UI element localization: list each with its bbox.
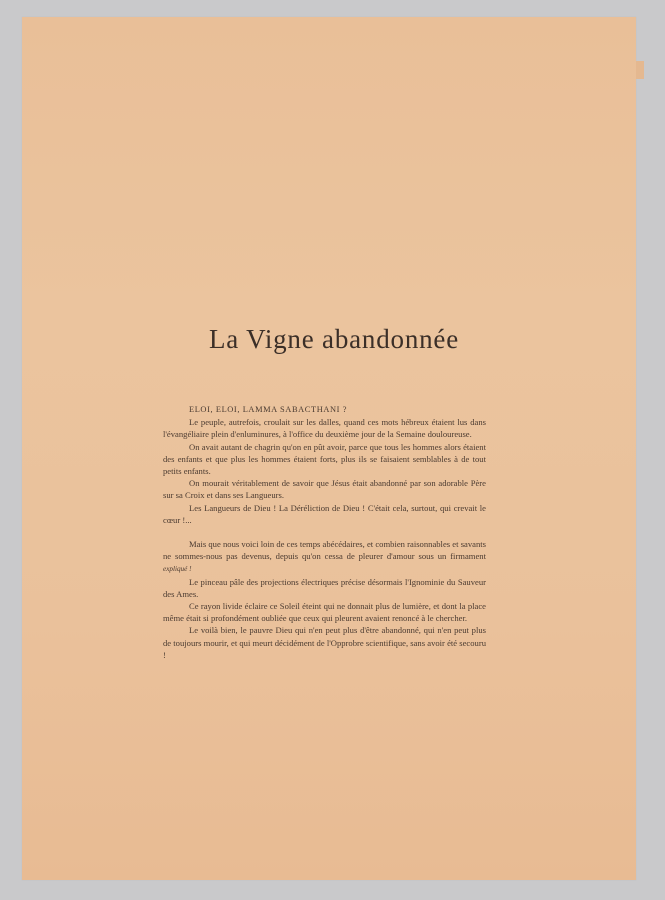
paragraph: Le peuple, autrefois, croulait sur les dalles, quand ces mots hébreux étaient lus dans l'évangéliaire plein d'enluminures, à l'office du deuxième jour de la Semaine douloureuse. [163,417,486,440]
body-text [163,404,486,661]
paragraph: On avait autant de chagrin qu'on en pût avoir, parce que tous les hommes alors étaient des enfants et que plus les hommes étaient forts, plus ils se faisaient semblables à de tout petits enfants. [163,441,486,477]
section-break [163,526,486,538]
paragraph: Le voilà bien, le pauvre Dieu qui n'en peut plus d'être abandonné, qui n'en peut plus de toujours mourir, et qui meurt décidément de l'Opprobre scientifique, sans avoir été secouru ! [163,625,486,660]
paragraph-text: Mais que nous voici loin de ces temps abécédaires, et combien raisonnables et savants ne sommes-nous pas devenus, depuis qu'on cessa de pleurer d'amour sous un firmament [163,539,486,562]
epigraph: ELOI, ELOI, LAMMA SABACTHANI ? [189,405,348,414]
page-title: La Vigne abandonnée [209,324,459,354]
paragraph [163,538,486,576]
paragraph: Le pinceau pâle des projections électriques précise désormais l'Ignominie du Sauveur des Ames. [163,576,486,599]
paragraph: Les Langueurs de Dieu ! La Déréliction de Dieu ! C'était cela, surtout, qui crevait le cœur !... [163,502,486,525]
paragraph: On mourait véritablement de savoir que Jésus était abandonné par son adorable Père sur sa Croix et dans ses Langueurs. [163,478,486,501]
paper-edge-tab [636,61,644,79]
paper-sheet [22,17,636,880]
paragraph: Ce rayon livide éclaire ce Soleil éteint qui ne donnait plus de lumière, et dont la place même était si profondément oubliée que ceux qui pleurent avaient renoncé à le chercher. [163,601,486,624]
emphasis-text: expliqué ! [163,565,192,574]
